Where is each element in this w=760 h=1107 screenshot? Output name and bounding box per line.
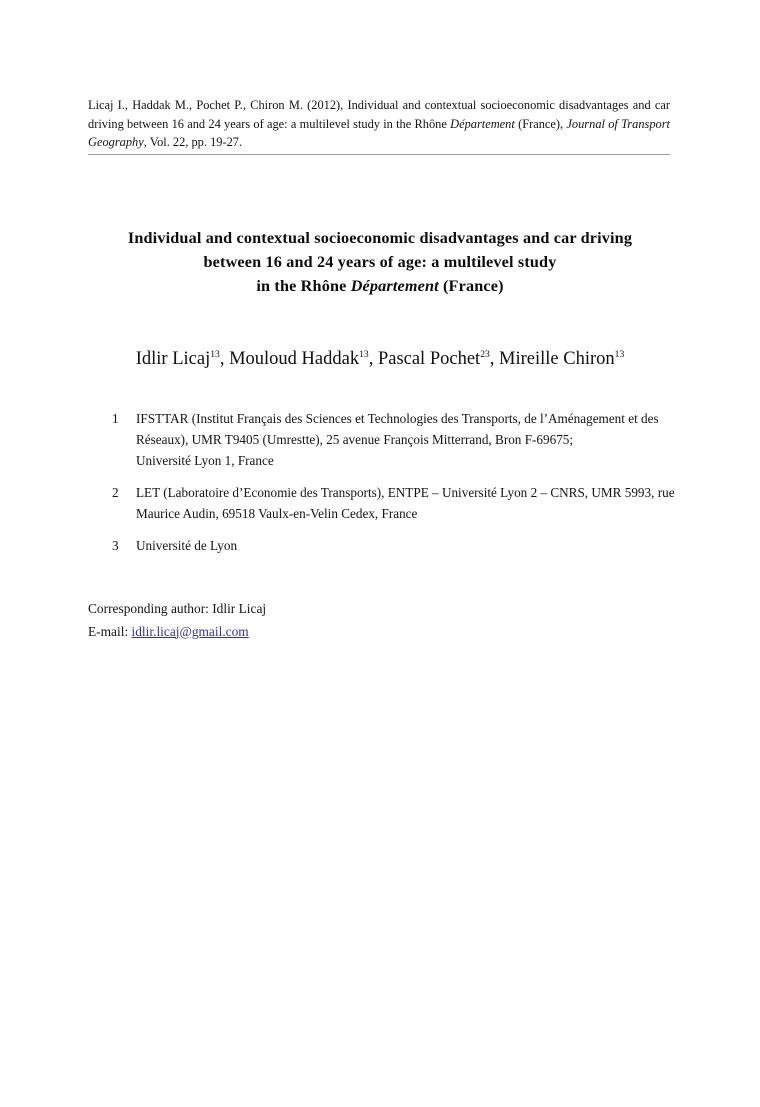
affiliation-text: LET (Laboratoire d’Economie des Transports), ENTPE – Université Lyon 2 – CNRS, UMR 5993, rue Maurice Audin, 69518 Vaulx-en-Velin Cedex, France — [136, 485, 675, 521]
affiliation-text: IFSTTAR (Institut Français des Sciences et Technologies des Transports, de l’Aménagement et des Réseaux), UMR T9405 (Umrestte), 25 avenue François Mitterrand, Bron F-69675; Université Lyon 1, France — [136, 411, 659, 468]
affiliation-index: 1 — [112, 411, 119, 426]
page-title — [0, 226, 760, 298]
author-affiliation-marker: 13 — [614, 348, 625, 360]
affiliation-index: 3 — [112, 538, 119, 553]
corresponding-author-block — [88, 598, 588, 643]
author-affiliation-marker: 13 — [210, 348, 220, 360]
citation-part3: , Vol. 22, pp. 19-27. — [143, 135, 243, 150]
citation-part1: Licaj I., Haddak M., Pochet P., Chiron M. (2012), Individual and contextual socioeconomic disadvantages and car driving between 16 and 24 years of age: a multilevel study in the Rhône — [88, 98, 670, 131]
affiliation-item — [112, 482, 682, 524]
author-affiliation-marker: 13 — [359, 348, 369, 360]
citation-text — [88, 96, 670, 152]
author-separator: , — [368, 349, 378, 369]
author-affiliation-marker: 23 — [480, 348, 490, 360]
title-line-3-prefix: in the Rhône — [256, 277, 351, 295]
corresponding-email-line — [88, 621, 588, 644]
citation-italic-journal: Journal of Transport Geography — [88, 116, 670, 150]
author-separator: , — [219, 349, 230, 369]
citation-part2: (France), — [514, 116, 567, 131]
title-line-3 — [0, 274, 760, 298]
author-name: Mouloud Haddak — [229, 349, 360, 369]
email-label: E-mail: — [88, 623, 132, 639]
citation-italic-departement: Département — [450, 116, 515, 131]
email-link[interactable]: idlir.licaj@gmail.com — [131, 623, 249, 639]
header-divider-rule — [88, 154, 670, 155]
affiliation-index: 2 — [112, 485, 119, 500]
affiliation-list — [112, 408, 682, 556]
corresponding-author-name: Corresponding author: Idlir Licaj — [88, 601, 267, 616]
citation-header — [88, 96, 670, 152]
affiliation-item — [112, 535, 682, 556]
title-line-2: between 16 and 24 years of age: a multilevel study — [203, 253, 557, 271]
author-name: Mireille Chiron — [499, 349, 615, 369]
title-line-1: Individual and contextual socioeconomic disadvantages and car driving — [127, 229, 633, 247]
author-name: Pascal Pochet — [377, 349, 481, 369]
author-name: Idlir Licaj — [135, 349, 211, 369]
affiliation-text: Université de Lyon — [136, 538, 238, 553]
title-line-3-suffix: (France) — [438, 277, 504, 295]
author-list — [0, 346, 760, 372]
author-separator: , — [489, 349, 500, 369]
authors-line — [0, 346, 760, 372]
title-line-3-italic: Département — [350, 277, 439, 295]
affiliation-item — [112, 408, 682, 471]
